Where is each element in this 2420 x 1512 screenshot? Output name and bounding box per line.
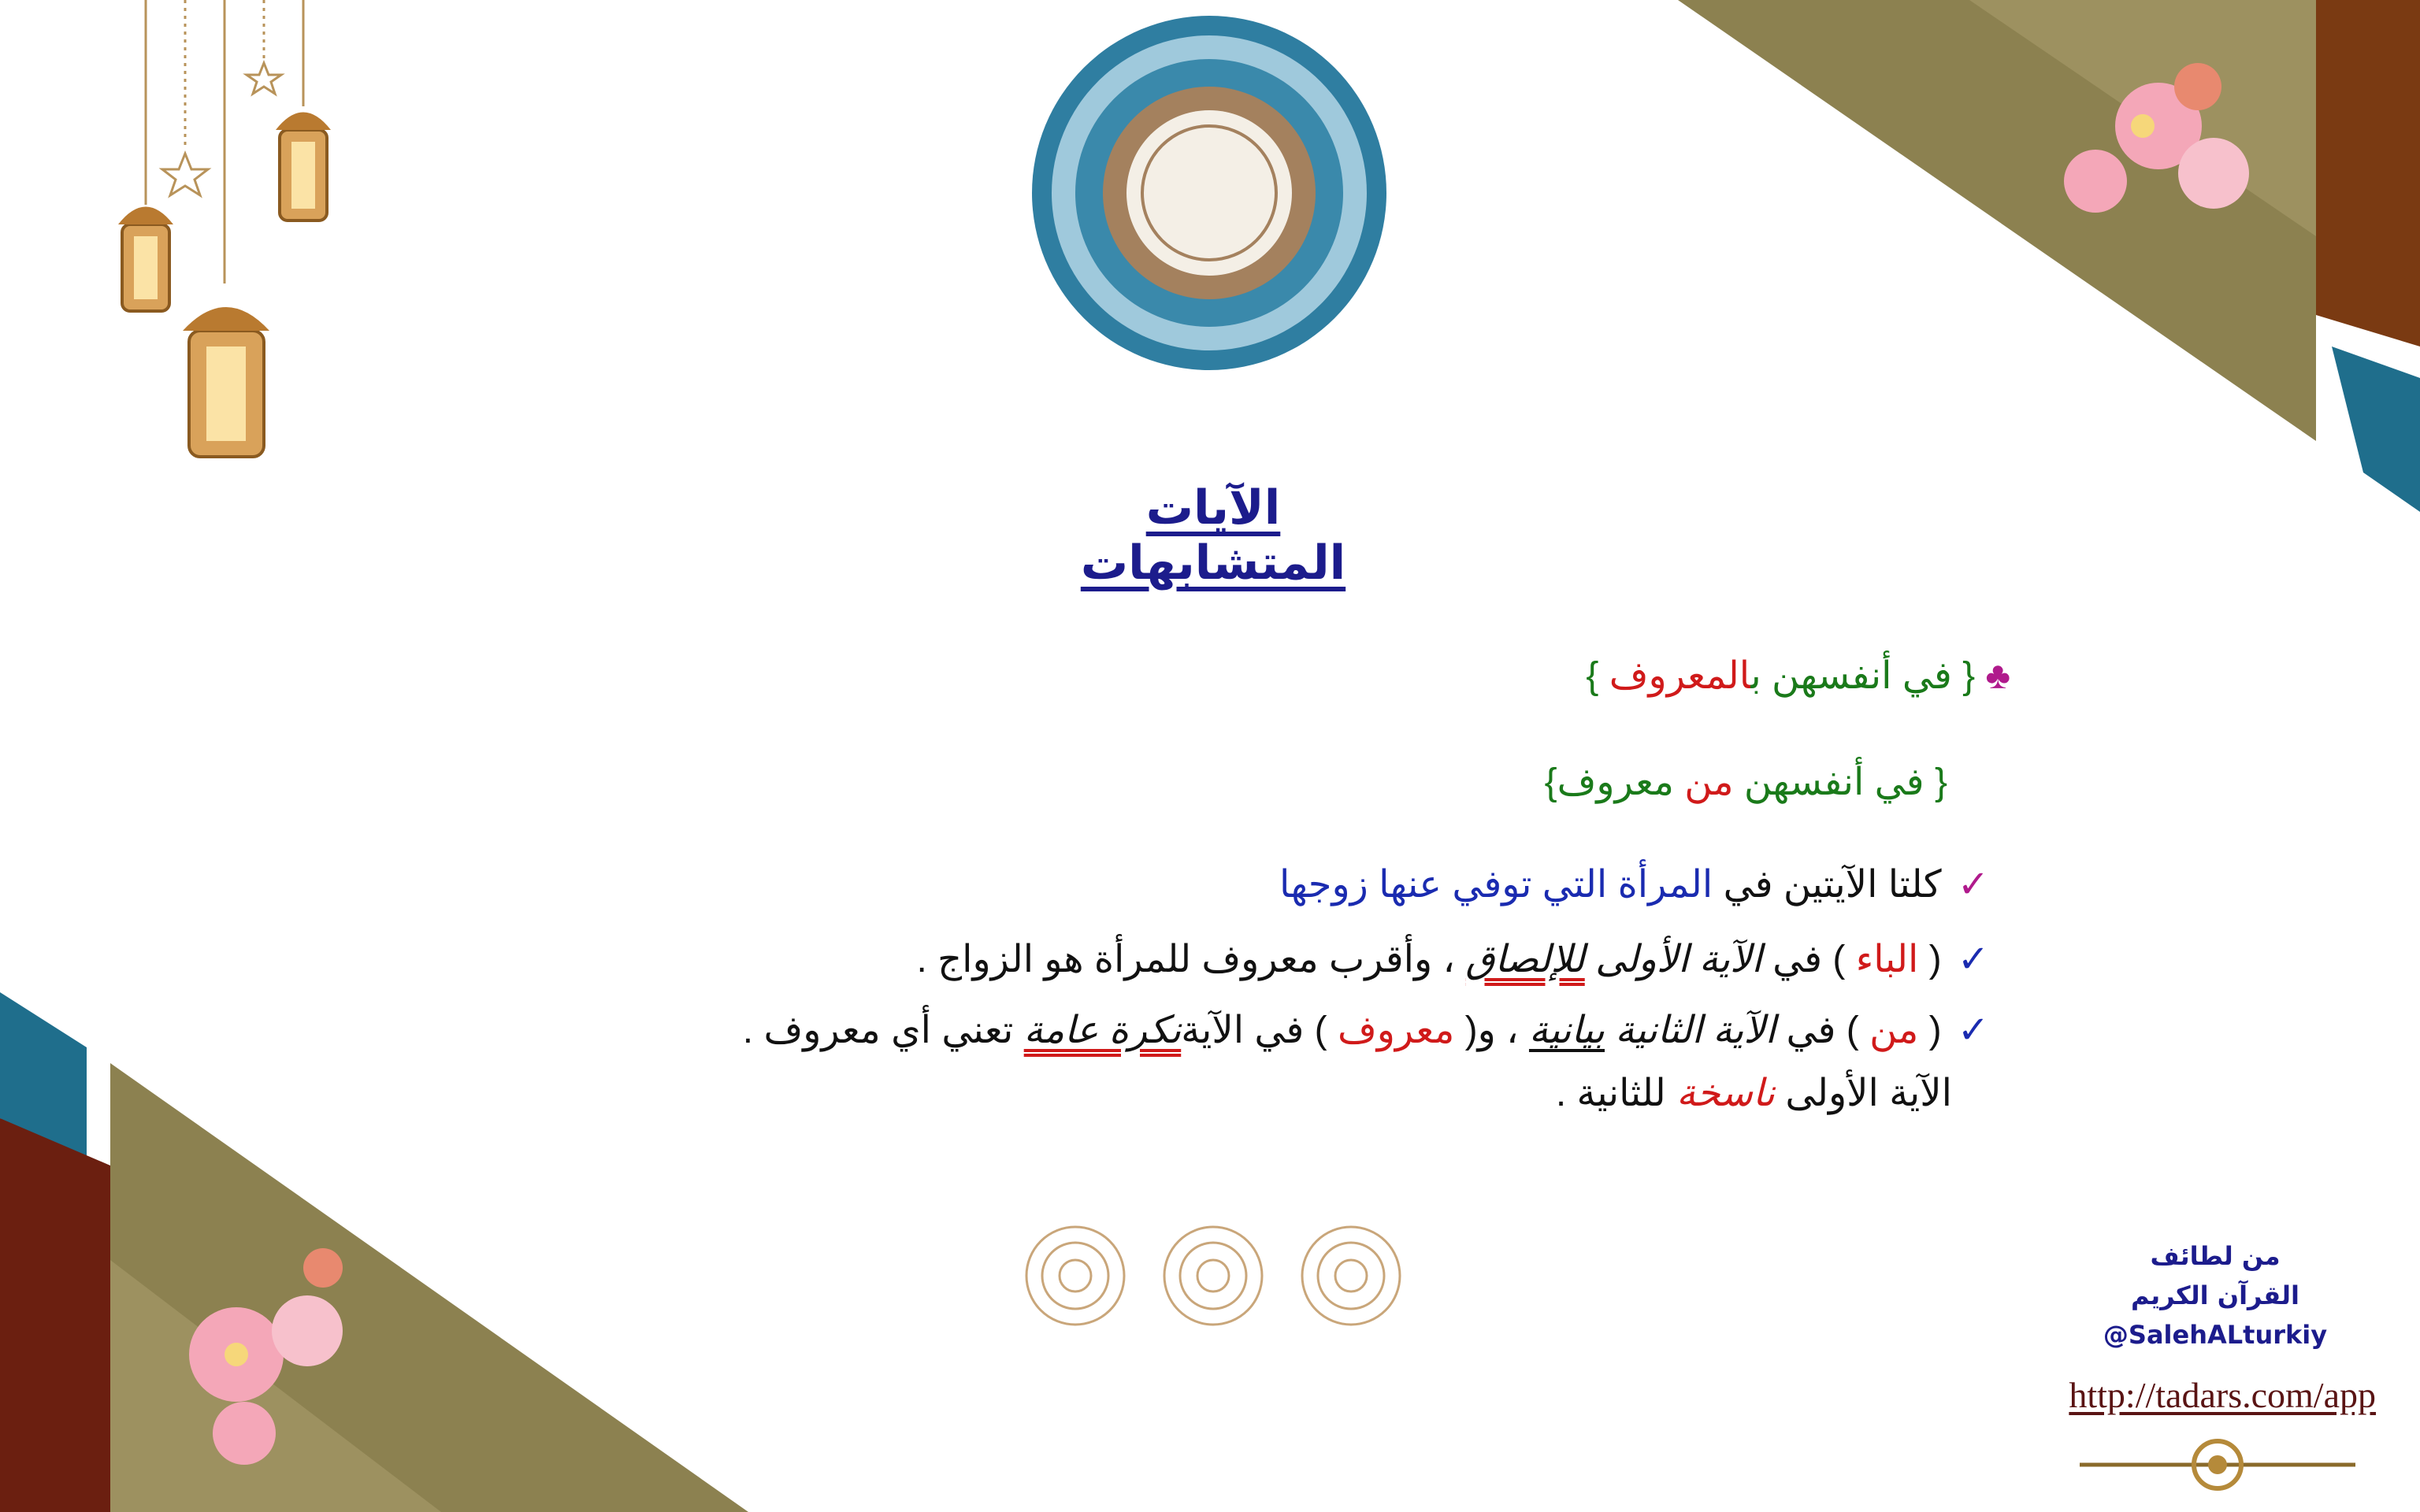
verse-2: [1545, 760, 1947, 804]
point-3-keyword: من: [1869, 1010, 1919, 1051]
top-right-olive-band: [1678, 0, 2316, 441]
point-3-keyword-2: معروف: [1337, 1010, 1455, 1051]
bottom-left-brown-band: [0, 1118, 110, 1512]
credit-block: [2089, 1236, 2341, 1354]
point-1-highlight: المرأة التي توفي عنها زوجها: [1279, 864, 1713, 906]
lanterns-decoration: [146, 0, 303, 284]
point-3-emphasis: نكرة عامة: [1023, 1010, 1182, 1051]
point-4-keyword: ناسخة: [1676, 1073, 1775, 1114]
point-1-text: كلتا الآيتين في: [1713, 864, 1942, 906]
credit-line-2: القرآن الكريم: [2131, 1280, 2299, 1310]
check-icon: ✓: [1957, 1010, 1990, 1051]
star-icon: [162, 63, 281, 195]
point-2-text-b: ) في: [1761, 939, 1856, 980]
point-3-text-b: ) في: [1776, 1010, 1870, 1051]
flower-bouquet-icon: [189, 1248, 343, 1465]
check-icon: ✓: [1957, 939, 1990, 980]
point-1: [1279, 862, 1995, 906]
page-title: الآيات المتشابهات: [1080, 480, 1346, 591]
bottom-left-olive-band: [110, 1063, 748, 1512]
point-3-underlined: بيانية: [1528, 1010, 1605, 1051]
top-right-brown-band: [2316, 0, 2420, 346]
left-teal-accent: [0, 992, 87, 1166]
point-3-text: (: [1918, 1010, 1942, 1051]
author-handle: @SalehALturkiy: [2103, 1320, 2328, 1350]
verse-1: [1586, 654, 2010, 698]
lantern-icon: [276, 113, 331, 221]
point-3-italic: الآية الثانية: [1605, 1010, 1776, 1051]
app-link[interactable]: http://tadars.com/app: [2069, 1375, 2376, 1415]
credit-line-1: من لطائف: [2150, 1241, 2281, 1271]
mandala-ornament-icon: [1026, 1227, 1400, 1325]
top-right-olive-shade: [1969, 0, 2316, 236]
club-bullet-icon: ♣: [1985, 655, 2010, 697]
verse-1-open-brace: {: [1962, 655, 1976, 697]
verse-1-highlight: المعروف: [1609, 655, 1751, 697]
point-2-keyword: الباء: [1855, 939, 1919, 980]
point-3: [743, 1008, 1995, 1052]
point-3-text-e: تعني أي معروف .: [742, 1010, 1024, 1051]
bottom-left-olive-shade: [110, 1260, 441, 1512]
point-3-text-d: ) في الآية: [1181, 1010, 1338, 1051]
point-2: [916, 937, 1995, 981]
point-3-text-c: ، و(: [1454, 1010, 1529, 1051]
check-icon: ✓: [1957, 864, 1990, 906]
verse-1-text: في أنفسهن ب: [1750, 655, 1952, 697]
lantern-icon: [118, 207, 173, 312]
point-4: [1556, 1071, 1952, 1115]
verse-2-highlight: من: [1684, 762, 1734, 803]
point-2-text-c: ، وأقرب معروف للمرأة هو الزواج .: [916, 939, 1466, 980]
verse-2-text: في أنفسهن: [1733, 762, 1924, 803]
point-2-text: (: [1918, 939, 1942, 980]
verse-2-text-end: معروف: [1557, 762, 1685, 803]
divider-ornament-icon: [2080, 1441, 2355, 1488]
quran-emblem-icon: [1032, 16, 1386, 370]
point-4-text-b: للثانية .: [1555, 1073, 1677, 1114]
point-4-text: الآية الأولى: [1775, 1073, 1952, 1114]
verse-2-open-brace: {: [1934, 762, 1947, 803]
point-2-italic: الآية الأولى: [1584, 939, 1762, 980]
right-teal-accent: [2332, 346, 2420, 512]
verse-1-close-brace: }: [1586, 655, 1599, 697]
verse-2-close-brace: }: [1544, 762, 1557, 803]
flower-bouquet-icon: [2064, 63, 2249, 213]
lantern-icon: [183, 307, 269, 457]
point-2-emphasis: للإلصاق: [1465, 939, 1585, 980]
